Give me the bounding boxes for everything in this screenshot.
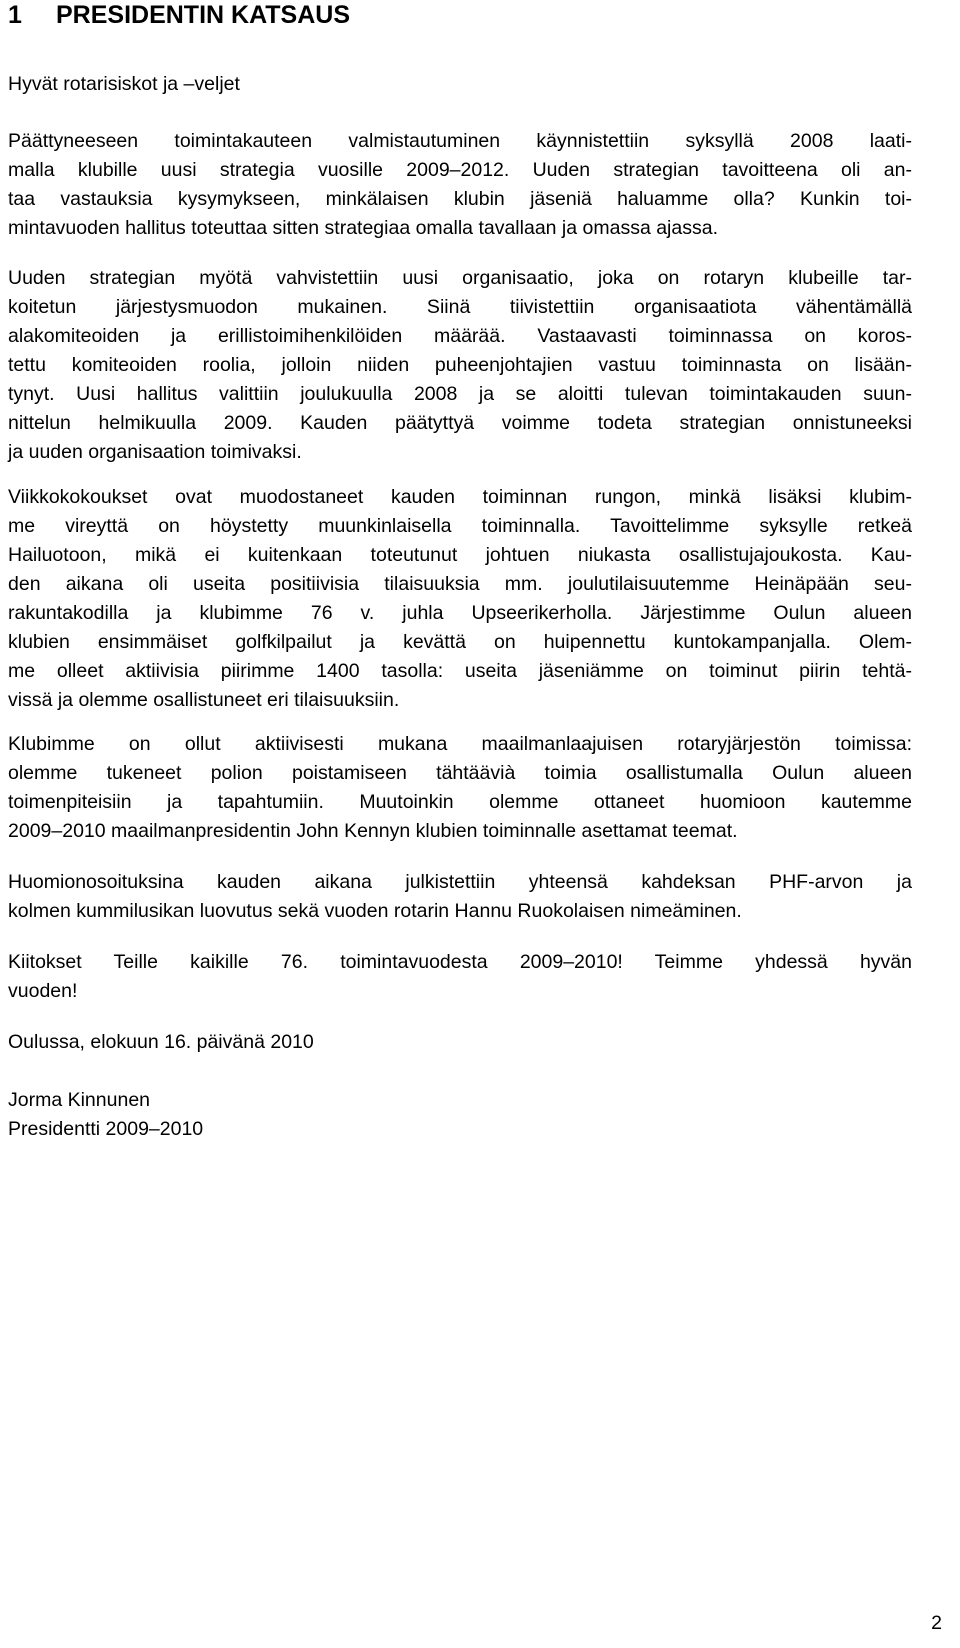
place-date: Oulussa, elokuun 16. päivänä 2010	[8, 1031, 314, 1053]
paragraph-2-line: Uuden strategian myötä vahvistettiin uusi organisaatio, joka on rotaryn klubeille tar-	[8, 267, 912, 289]
paragraph-2-line: alakomiteoiden ja erillistoimihenkilöiden määrää. Vastaavasti toiminnassa on koros-	[8, 325, 912, 347]
section-number: 1	[8, 1, 22, 29]
paragraph-4-line: Klubimme on ollut aktiivisesti mukana maailmanlaajuisen rotaryjärjestön toimissa:	[8, 733, 912, 755]
paragraph-3-line: den aikana oli useita positiivisia tilaisuuksia mm. joulutilaisuutemme Heinäpään seu-	[8, 573, 912, 595]
page-number: 2	[931, 1612, 942, 1634]
paragraph-4-line: 2009–2010 maailmanpresidentin John Kennyn klubien toiminnalle asettamat teemat.	[8, 820, 738, 842]
section-title: PRESIDENTIN KATSAUS	[56, 1, 351, 29]
paragraph-2-line: tettu komiteoiden roolia, jolloin niiden puheenjohtajien vastuu toiminnasta on lisään-	[8, 354, 912, 376]
paragraph-3-line: Viikkokokoukset ovat muodostaneet kauden toiminnan rungon, minkä lisäksi klubim-	[8, 486, 912, 508]
signature-title: Presidentti 2009–2010	[8, 1118, 204, 1140]
greeting: Hyvät rotarisiskot ja –veljet	[8, 73, 240, 95]
paragraph-2-line: tynyt. Uusi hallitus valittiin joulukuulla 2008 ja se aloitti tulevan toimintakauden suun-	[8, 383, 912, 405]
paragraph-4-line: olemme tukeneet polion poistamiseen tähtäävià toimia osallistumalla Oulun alueen	[8, 762, 912, 784]
paragraph-2-line: ja uuden organisaation toimivaksi.	[8, 441, 302, 463]
paragraph-3-line: vissä ja olemme osallistuneet eri tilaisuuksiin.	[8, 689, 400, 711]
paragraph-5-line: Huomionosoituksina kauden aikana julkistettiin yhteensä kahdeksan PHF-arvon ja	[8, 871, 912, 893]
paragraph-1-line: Päättyneeseen toimintakauteen valmistautuminen käynnistettiin syksyllä 2008 laati-	[8, 130, 912, 152]
paragraph-4-line: toimenpiteisiin ja tapahtumiin. Muutoinkin olemme ottaneet huomioon kautemme	[8, 791, 912, 813]
paragraph-2-line: nittelun helmikuulla 2009. Kauden päätyttyä voimme todeta strategian onnistuneeksi	[8, 412, 912, 434]
paragraph-1-line: taa vastauksia kysymykseen, minkälaisen klubin jäseniä haluamme olla? Kunkin toi-	[8, 188, 912, 210]
signature-name: Jorma Kinnunen	[8, 1089, 151, 1111]
paragraph-1-line: mintavuoden hallitus toteuttaa sitten strategiaa omalla tavallaan ja omassa ajassa.	[8, 217, 718, 239]
paragraph-6-line: vuoden!	[8, 980, 78, 1002]
paragraph-3-line: rakuntakodilla ja klubimme 76 v. juhla Upseerikerholla. Järjestimme Oulun alueen	[8, 602, 912, 624]
paragraph-3-line: me olleet aktiivisia piirimme 1400 tasolla: useita jäseniämme on toiminut piirin tehtä-	[8, 660, 912, 682]
paragraph-3-line: Hailuotoon, mikä ei kuitenkaan toteutunut johtuen niukasta osallistujajoukosta. Kau-	[8, 544, 912, 566]
paragraph-6-line: Kiitokset Teille kaikille 76. toimintavuodesta 2009–2010! Teimme yhdessä hyvän	[8, 951, 912, 973]
section-heading	[8, 0, 350, 30]
paragraph-1-line: malla klubille uusi strategia vuosille 2009–2012. Uuden strategian tavoitteena oli an-	[8, 159, 912, 181]
paragraph-3-line: me vireyttä on höystetty muunkinlaisella toiminnalla. Tavoittelimme syksylle retkeä	[8, 515, 912, 537]
paragraph-3-line: klubien ensimmäiset golfkilpailut ja kevättä on huipennettu kuntokampanjalla. Olem-	[8, 631, 912, 653]
paragraph-2-line: koitetun järjestysmuodon mukainen. Siinä tiivistettiin organisaatiota vähentämällä	[8, 296, 912, 318]
paragraph-5-line: kolmen kummilusikan luovutus sekä vuoden rotarin Hannu Ruokolaisen nimeäminen.	[8, 900, 742, 922]
